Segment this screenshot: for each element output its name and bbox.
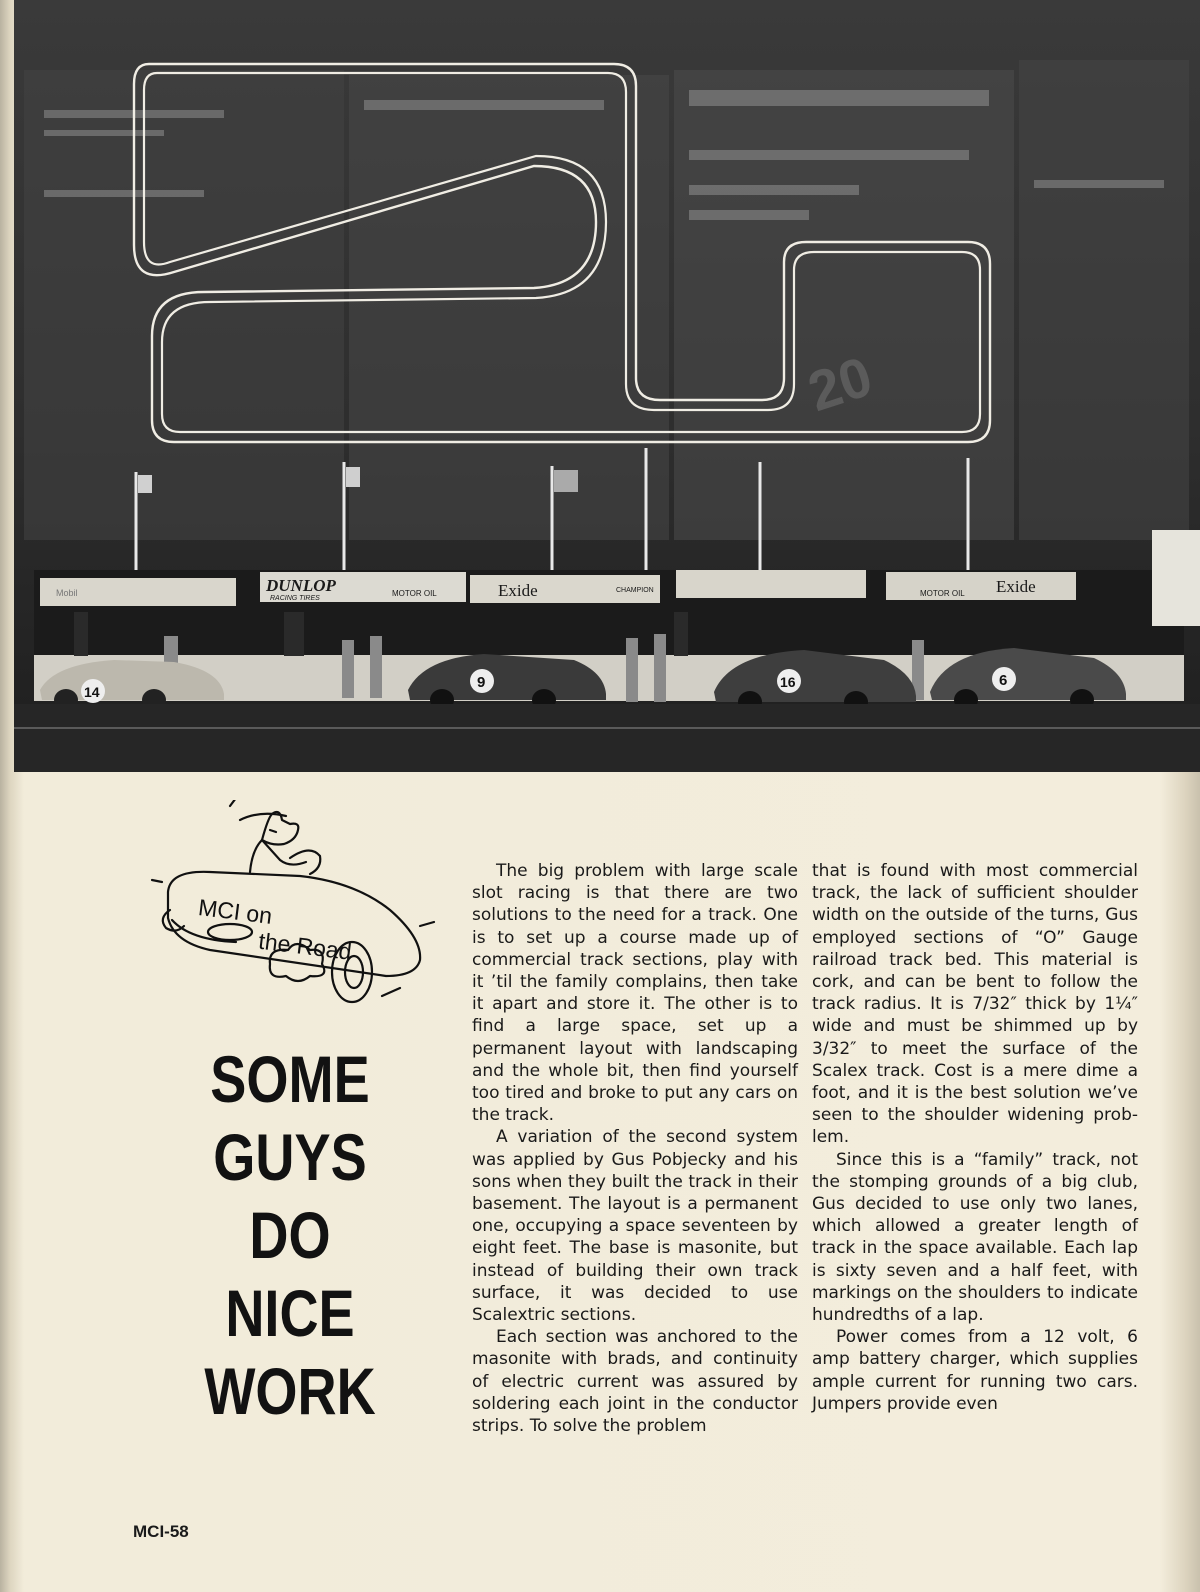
car-number-6: 6 (999, 672, 1008, 689)
sign-exide-1: Exide (498, 581, 538, 600)
sign-champion: CHAMPION (616, 587, 654, 594)
logo-line-1: MCI on (196, 894, 274, 929)
sign-mobil: Mobil (56, 588, 78, 598)
car-number-9: 9 (477, 674, 486, 691)
track-photo-illustration (14, 0, 1200, 772)
paragraph: The big problem with large scale slot racing is that there are two solutions to the need for a track. One is to set up a course made up of commercial track sections, play with it ’til the family complains, then take it apart and store it. The other is to find a large space, set up a permanent layout with landscaping and the whole bit, then find yourself too tired and broke to put any cars on the track. (472, 861, 798, 1126)
car-number-16: 16 (780, 674, 796, 690)
article-column-2 (812, 860, 1138, 1415)
sign-motor-oil-2: MOTOR OIL (920, 589, 965, 598)
sign-exide-2: Exide (996, 577, 1036, 596)
sign-dunlop: DUNLOP (266, 576, 336, 595)
paragraph: Since this is a “family” track, not the stomping grounds of a big club, Gus decided to use only two lanes, which allowed a greater length of track in the space available. Each lap is sixty seven and a half feet, with markings on the shoulders to indicate hundredths of a lap. (812, 1149, 1138, 1326)
car-number-14: 14 (84, 684, 100, 700)
logo-line-2: the Road (257, 927, 354, 965)
article-column-1 (472, 860, 798, 1437)
paragraph: Each section was anchored to the masonite with brads, and continuity of electric current was assured by soldering each joint in the conductor strips. To solve the problem (472, 1327, 798, 1437)
paragraph: Power comes from a 12 volt, 6 amp battery charger, which supplies ample current for running two cars. Jumpers provide even (812, 1327, 1138, 1414)
headline-line-2: DO (249, 1198, 331, 1272)
headline-line-1: SOME GUYS (210, 1042, 370, 1194)
track-photo (14, 0, 1200, 772)
article-headline (167, 1040, 413, 1430)
paragraph: that is found with most commercial track, the lack of sufficient shoulder width on the outside of the turns, Gus employed sections of “O” Gauge railroad track bed. This material is cork, and can be bent to follow the track radius. It is 7/32″ thick by 1¼″ wide and must be shimmed up by 3/32″ to meet the surface of the Scalex track. Cost is a mere dime a foot, and it is the best solution we’ve seen to the shoulder widening problem. (812, 861, 1138, 1148)
sign-racing-tires: RACING TIRES (270, 595, 320, 602)
headline-line-3: NICE WORK (204, 1276, 376, 1428)
paragraph: A variation of the second system was applied by Gus Pobjecky and his sons when they built the track in their basement. The layout is a permanent one, occupying a space seventeen by eight feet. The base is masonite, but instead of building their own track surface, it was decided to use Scalextric sections. (472, 1127, 798, 1326)
sign-motor-oil: MOTOR OIL (392, 589, 437, 598)
backdrop-number: 20 (800, 343, 880, 424)
mci-on-the-road-logo (150, 800, 440, 1030)
page-number: MCI-58 (133, 1522, 189, 1541)
